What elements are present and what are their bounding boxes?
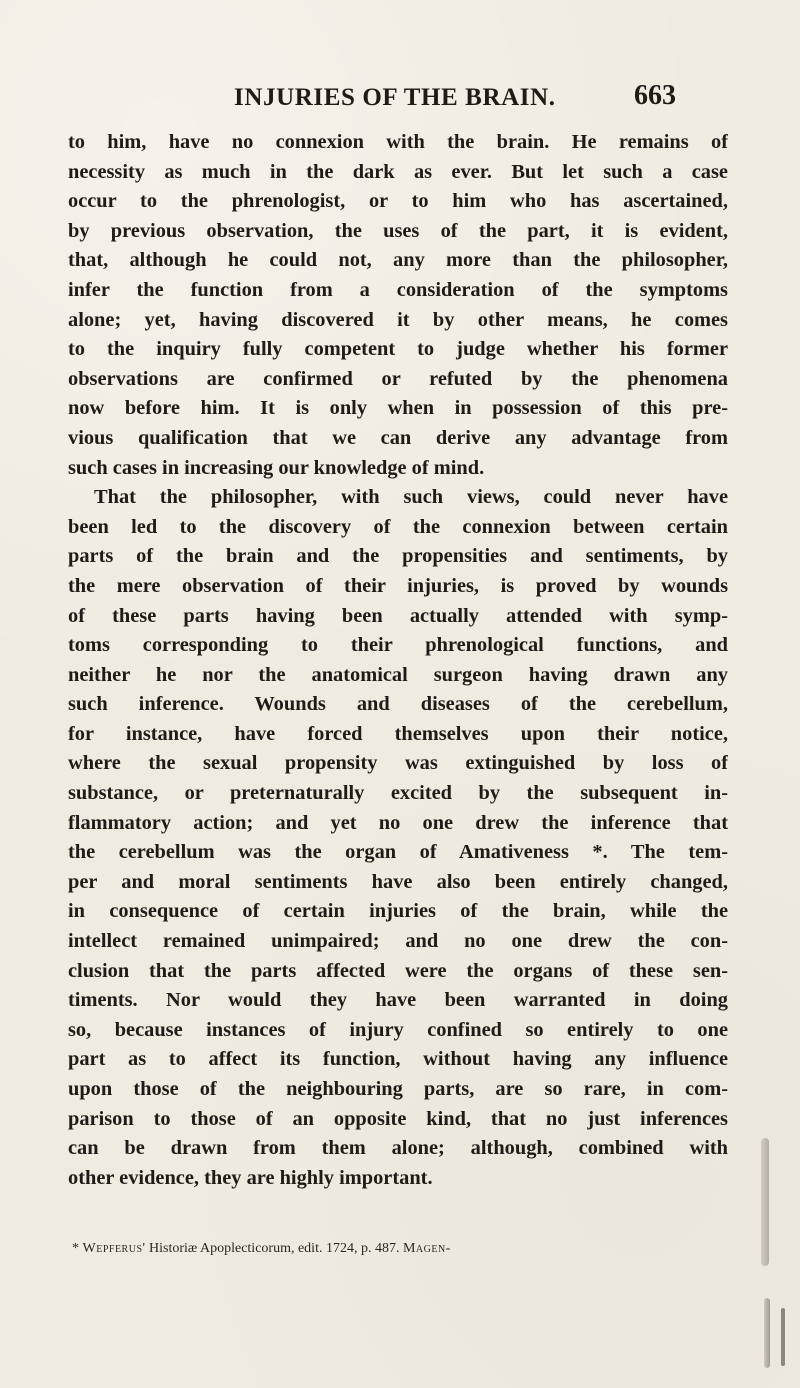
- text-line: substance, or preternaturally excited by the subsequent in-: [68, 782, 728, 805]
- text-line: observations are confirmed or refuted by the phenomena: [68, 367, 728, 390]
- text-line: now before him. It is only when in possession of this pre-: [68, 397, 728, 420]
- text-line: timents. Nor would they have been warranted in doing: [68, 989, 728, 1012]
- text-line: of these parts having been actually attended with symp-: [68, 604, 728, 627]
- footnote-author: Wepferus': [82, 1241, 146, 1256]
- text-line: by previous observation, the uses of the part, it is evident,: [68, 219, 728, 242]
- running-head: INJURIES OF THE BRAIN.: [234, 84, 556, 111]
- text-line: intellect remained unimpaired; and no one drew the con-: [68, 930, 728, 953]
- text-line: the cerebellum was the organ of Amativeness *. The tem-: [68, 841, 728, 864]
- text-line: to him, have no connexion with the brain. He remains of: [68, 131, 728, 153]
- footnote: [72, 1239, 727, 1259]
- text-line: infer the function from a consideration of the symptoms: [68, 278, 728, 301]
- text-line: per and moral sentiments have also been entirely changed,: [68, 870, 728, 893]
- footnote-text: Historiæ Apoplecticorum, edit. 1724, p. 487.: [149, 1241, 400, 1256]
- text-line: the mere observation of their injuries, is proved by wounds: [68, 574, 728, 597]
- text-line: neither he nor the anatomical surgeon having drawn any: [68, 663, 728, 686]
- text-line: parts of the brain and the propensities and sentiments, by: [68, 545, 728, 568]
- text-line: can be drawn from them alone; although, combined with: [68, 1137, 728, 1160]
- footnote-marker: *: [72, 1241, 79, 1256]
- text-line: other evidence, they are highly important.: [68, 1166, 433, 1189]
- text-line: so, because instances of injury confined so entirely to one: [68, 1018, 728, 1041]
- scan-edge-mark: [781, 1308, 785, 1366]
- text-line: occur to the phrenologist, or to him who has ascertained,: [68, 190, 728, 213]
- text-line: part as to affect its function, without having any influence: [68, 1048, 728, 1071]
- text-line: necessity as much in the dark as ever. But let such a case: [68, 160, 728, 183]
- text-line: alone; yet, having discovered it by other means, he comes: [68, 308, 728, 331]
- text-line: that, although he could not, any more than the philosopher,: [68, 249, 728, 272]
- text-line: flammatory action; and yet no one drew the inference that: [68, 811, 728, 834]
- text-line: to the inquiry fully competent to judge whether his former: [68, 338, 728, 361]
- text-line: such inference. Wounds and diseases of the cerebellum,: [68, 693, 728, 716]
- text-line: such cases in increasing our knowledge of mind.: [68, 456, 485, 479]
- text-line: vious qualification that we can derive any advantage from: [68, 426, 728, 449]
- text-line: upon those of the neighbouring parts, are so rare, in com-: [68, 1078, 728, 1100]
- text-line: been led to the discovery of the connexion between certain: [68, 515, 728, 538]
- text-line: where the sexual propensity was extinguished by loss of: [68, 752, 728, 775]
- scan-edge-mark: [761, 1138, 769, 1266]
- footnote-trailing: Magen-: [402, 1241, 451, 1256]
- page-header: [0, 80, 800, 120]
- text-line: clusion that the parts affected were the organs of these sen-: [68, 959, 728, 982]
- text-line: parison to those of an opposite kind, that no just inferences: [68, 1107, 728, 1130]
- text-line: toms corresponding to their phrenological functions, and: [68, 634, 728, 657]
- scan-edge-mark: [764, 1298, 770, 1368]
- body-text: [68, 128, 728, 1193]
- page-number: 663: [634, 80, 676, 111]
- text-line: That the philosopher, with such views, could never have: [94, 486, 728, 509]
- text-line: for instance, have forced themselves upon their notice,: [68, 722, 728, 745]
- text-line: in consequence of certain injuries of the brain, while the: [68, 900, 728, 923]
